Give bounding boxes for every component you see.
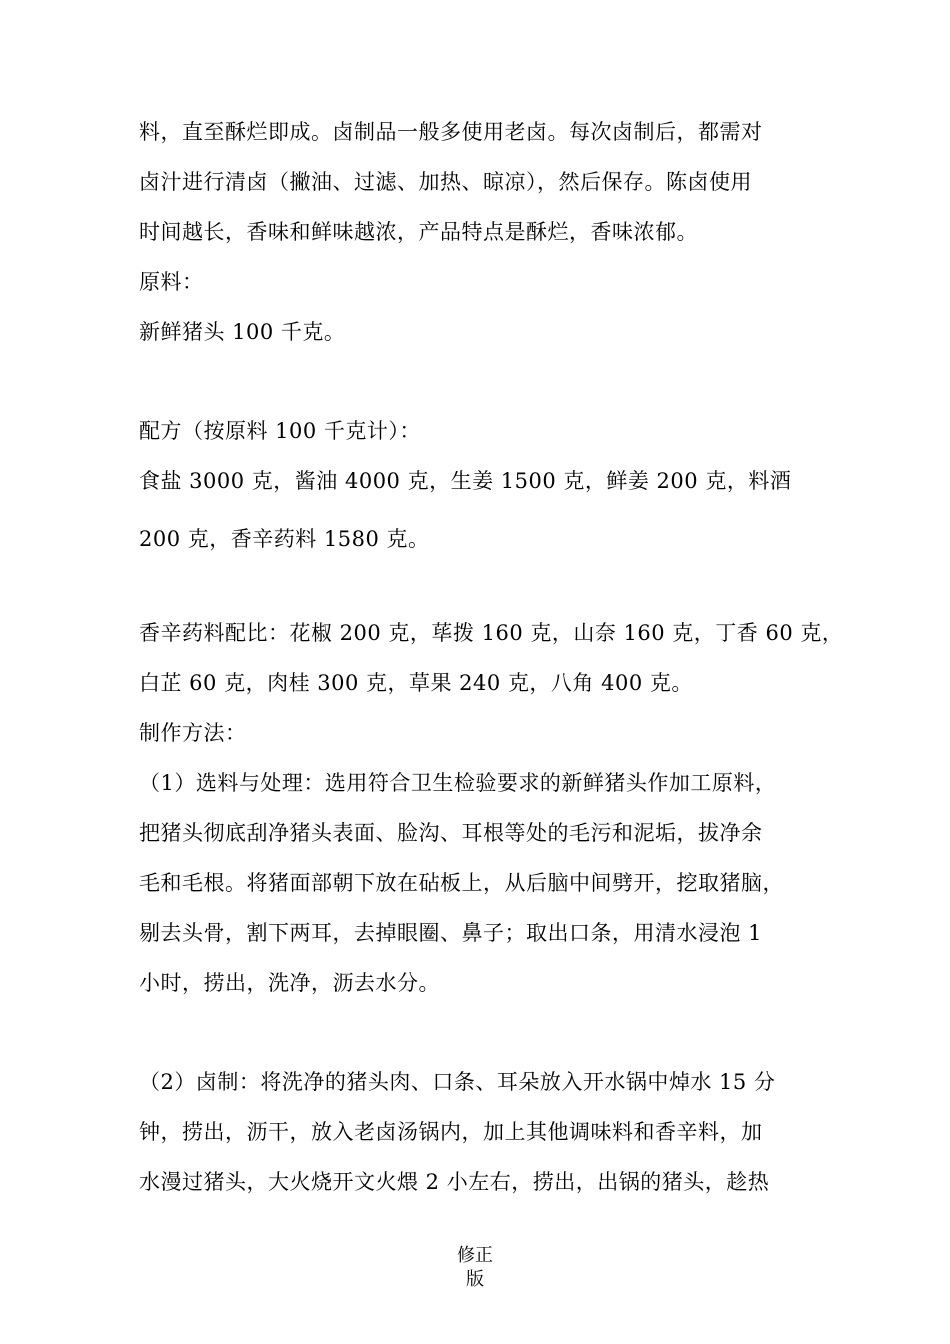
formula-line: 食盐 3000 克，酱油 4000 克，生姜 1500 克，鲜姜 200 克，料酒 bbox=[139, 469, 792, 493]
method-step-line: 钟，捞出，沥干，放入老卤汤锅内，加上其他调味料和香辛料，加 bbox=[139, 1120, 763, 1144]
footer-line: 版 bbox=[466, 1269, 484, 1290]
paragraph-line: 卤汁进行清卤（撇油、过滤、加热、晾凉），然后保存。陈卤使用 bbox=[139, 170, 752, 194]
method-step-line: 把猪头彻底刮净猪头表面、脸沟、耳根等处的毛污和泥垢，拔净余 bbox=[139, 821, 763, 845]
footer-line: 修正 bbox=[457, 1245, 493, 1266]
paragraph-line: 时间越长，香味和鲜味越浓，产品特点是酥烂，香味浓郁。 bbox=[139, 220, 698, 244]
method-step-line: （1）选料与处理：选用符合卫生检验要求的新鲜猪头作加工原料， bbox=[139, 771, 777, 795]
page-footer bbox=[440, 1244, 510, 1292]
ingredient-line: 新鲜猪头 100 千克。 bbox=[139, 320, 346, 344]
spice-ratio-line: 香辛药料配比：花椒 200 克，荜拨 160 克，山奈 160 克，丁香 60 克， bbox=[139, 621, 844, 645]
formula-line: 200 克，香辛药料 1580 克。 bbox=[139, 527, 430, 551]
section-heading-method: 制作方法： bbox=[139, 721, 247, 745]
section-heading-ingredients: 原料： bbox=[139, 270, 204, 294]
paragraph-line: 料，直至酥烂即成。卤制品一般多使用老卤。每次卤制后，都需对 bbox=[139, 120, 763, 144]
spice-ratio-line: 白芷 60 克，肉桂 300 克，草果 240 克，八角 400 克。 bbox=[139, 671, 693, 695]
method-step-line: （2）卤制：将洗净的猪头肉、口条、耳朵放入开水锅中焯水 15 分 bbox=[139, 1070, 776, 1094]
section-heading-formula: 配方（按原料 100 千克计）： bbox=[139, 419, 421, 443]
method-step-line: 剔去头骨，割下两耳，去掉眼圈、鼻子；取出口条，用清水浸泡 1 bbox=[139, 921, 763, 945]
method-step-line: 水漫过猪头，大火烧开文火煨 2 小左右，捞出，出锅的猪头，趁热 bbox=[139, 1170, 770, 1194]
method-step-line: 毛和毛根。将猪面部朝下放在砧板上，从后脑中间劈开，挖取猪脑， bbox=[139, 871, 784, 895]
method-step-line: 小时，捞出，洗净，沥去水分。 bbox=[139, 971, 440, 995]
